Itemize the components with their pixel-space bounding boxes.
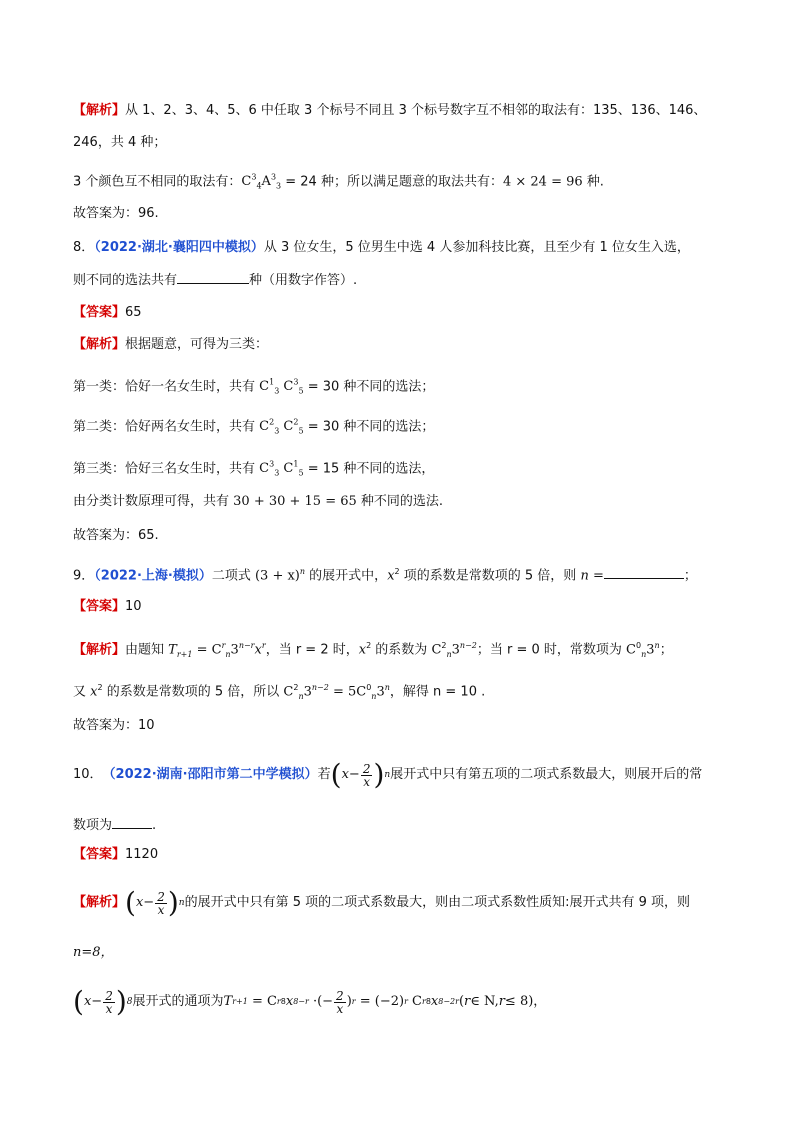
q10-stem-line-2: 数项为 . — [73, 818, 157, 833]
q10-stem-line-1: 10． （2022·湖南·邵阳市第二中学模拟） 若 ( x − $\frac{2}{x}$ ) n 展开式中只有第五项的二项式系数最大，则展开后的常 — [73, 758, 703, 791]
analysis-label: 【解析】 — [73, 895, 126, 910]
q9-answer: 10 — [125, 599, 142, 614]
q8-final: 故答案为：65. — [73, 528, 159, 543]
q8-case-2: 第二类：恰好两名女生时，共有 $C^2_3$ $C^2_5 = 30$ 种不同的选法； — [73, 418, 435, 436]
analysis-label: 【解析】 — [73, 103, 126, 118]
answer-label: 【答案】 — [73, 599, 126, 614]
q8-number: 8． — [73, 240, 95, 255]
prev-final: 故答案为：96. — [73, 206, 159, 221]
q9-answer-line — [73, 598, 142, 616]
q9-stem: 9．（2022·上海·模拟）二项式 $(3 + x)^n$ 的展开式中，$x^2$ 项的系数是常数项的 5 倍，则 n = ； — [73, 567, 697, 584]
prev-colors-text: 3 个颜色互不相同的取法有： — [73, 174, 242, 190]
prev-analysis-line-2 — [73, 134, 166, 152]
q10-analysis-line-1: 【解析】 ( x − $\frac{2}{x}$ ) n 的展开式中只有第 5 项的二项式系数最大，则由二项式系数性质知:展开式共有 9 项，则 — [73, 886, 691, 919]
q9-source: （2022·上海·模拟） — [94, 568, 212, 584]
prev-colors-calc: 4 × 24 = 96 — [502, 174, 583, 190]
q8-answer: 65 — [125, 305, 142, 320]
q9-final: 故答案为：10 — [73, 718, 155, 733]
q8-analysis: 根据题意，可得为三类： — [125, 337, 269, 352]
q10-general-term: ( x − $\frac{2}{x}$ ) 8 展开式的通项为 T r+1 = C r 8 x 8−r ·(− $\frac{2}{x}$ ) r = (−2) r C r 8 x 8−2r ( r ∈ N, r ≤ 8) ， — [73, 985, 547, 1018]
prev-analysis-line-1 — [73, 102, 706, 120]
prev-colors-math: $C^3_4A^3_3$ — [241, 173, 282, 191]
q8-answer-line — [73, 304, 142, 322]
prev-colors-eq: = 24 种；所以满足题意的取法共有： — [281, 174, 503, 190]
answer-label: 【答案】 — [73, 305, 126, 320]
answer-label: 【答案】 — [73, 847, 126, 862]
q10-answer: 1120 — [125, 847, 159, 862]
q8-answer-blank — [177, 271, 249, 284]
q8-stem-line-1 — [73, 239, 690, 257]
q10-answer-line — [73, 846, 158, 864]
q8-analysis-line — [73, 336, 268, 354]
q9-analysis-line-1: 【解析】由题知 $T_{r+1} = C^r_n3^{n-r}x^r$，当 r = 2 时，$x^2$ 的系数为 $C^2_n3^{n-2}$；当 r = 0 时，常数项为 $C^0_n3^n$； — [73, 641, 673, 659]
prev-colors-line — [73, 169, 604, 196]
q8-case-3: 第三类：恰好三名女生时，共有 $C^3_3$ $C^1_5 = 15$ 种不同的选法， — [73, 460, 435, 478]
prev-analysis-text-2: 246，共 4 种； — [73, 135, 167, 150]
q8-source: （2022·湖北·襄阳四中模拟） — [94, 240, 264, 255]
q10-source: （2022·湖南·邵阳市第二中学模拟） — [102, 767, 318, 782]
q8-stem-c: 种（用数字作答）. — [249, 273, 358, 288]
q10-analysis-line-2: n=8， — [73, 945, 114, 960]
prev-analysis-text-1: 从 1、2、3、4、5、6 中任取 3 个标号不同且 3 个标号数字互不相邻的取法有：135、136、146、 — [125, 103, 707, 118]
q8-case-1: 第一类：恰好一名女生时，共有 $C^1_3$ $C^3_5 = 30$ 种不同的选法； — [73, 378, 435, 396]
analysis-label: 【解析】 — [73, 337, 126, 352]
q9-answer-blank — [604, 566, 684, 579]
q10-number: 10． — [73, 767, 103, 782]
q8-stem-b: 则不同的选法共有 — [73, 273, 178, 288]
analysis-label: 【解析】 — [73, 642, 126, 658]
q8-stem-line-2 — [73, 271, 357, 290]
q8-stem-a: 从 3 位女生，5 位男生中选 4 人参加科技比赛，且至少有 1 位女生入选， — [263, 240, 690, 255]
prev-colors-unit: 种. — [582, 174, 604, 190]
q8-sum: 由分类计数原理可得，共有 30 + 30 + 15 = 65 种不同的选法. — [73, 494, 444, 509]
q9-number: 9． — [73, 568, 95, 584]
q9-analysis-line-2: 又 $x^2$ 的系数是常数项的 5 倍，所以 $C^2_n3^{n-2} = 5C^0_n3^n$，解得 n = 10 . — [73, 683, 486, 701]
q10-answer-blank — [112, 816, 152, 829]
